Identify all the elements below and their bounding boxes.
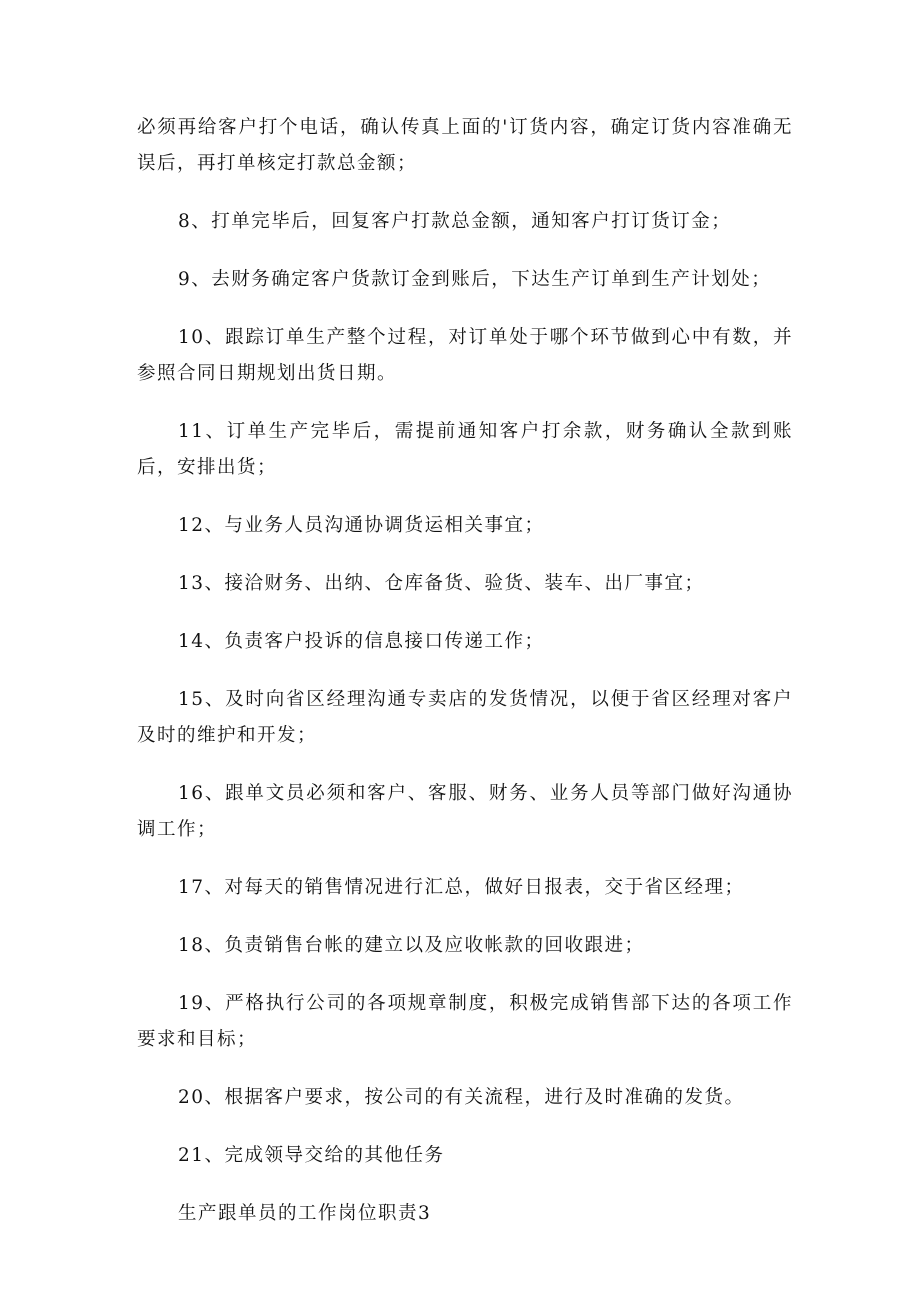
paragraph-item-14: 14、负责客户投诉的信息接口传递工作；	[178, 631, 545, 652]
paragraph-item-12: 12、与业务人员沟通协调货运相关事宜；	[178, 515, 545, 536]
document-body	[137, 110, 793, 1254]
paragraph-item-8: 8、打单完毕后，回复客户打款总金额，通知客户打订货订金；	[178, 211, 732, 232]
paragraph-item-10: 10、跟踪订单生产整个过程，对订单处于哪个环节做到心中有数，并参照合同日期规划出货日期。	[137, 327, 793, 384]
paragraph-item-19: 19、严格执行公司的各项规章制度，积极完成销售部下达的各项工作要求和目标；	[137, 993, 793, 1050]
section-heading: 生产跟单员的工作岗位职责3	[178, 1203, 432, 1224]
paragraph-item-15: 15、及时向省区经理沟通专卖店的发货情况，以便于省区经理对客户及时的维护和开发；	[137, 689, 793, 746]
paragraph-continuation: 必须再给客户打个电话，确认传真上面的'订货内容，确定订货内容准确无误后，再打单核定打款总金额；	[137, 117, 793, 174]
paragraph-item-9: 9、去财务确定客户货款订金到账后，下达生产订单到生产计划处；	[178, 269, 772, 290]
paragraph-item-20: 20、根据客户要求，按公司的有关流程，进行及时准确的发货。	[178, 1087, 745, 1108]
paragraph-item-16: 16、跟单文员必须和客户、客服、财务、业务人员等部门做好沟通协调工作；	[137, 783, 793, 840]
paragraph-item-18: 18、负责销售台帐的建立以及应收帐款的回收跟进；	[178, 935, 645, 956]
paragraph-item-11: 11、订单生产完毕后，需提前通知客户打余款，财务确认全款到账后，安排出货；	[137, 421, 793, 478]
paragraph-item-17: 17、对每天的销售情况进行汇总，做好日报表，交于省区经理；	[178, 877, 745, 898]
paragraph-item-13: 13、接洽财务、出纳、仓库备货、验货、装车、出厂事宜；	[178, 573, 705, 594]
paragraph-item-21: 21、完成领导交给的其他任务	[178, 1145, 445, 1166]
